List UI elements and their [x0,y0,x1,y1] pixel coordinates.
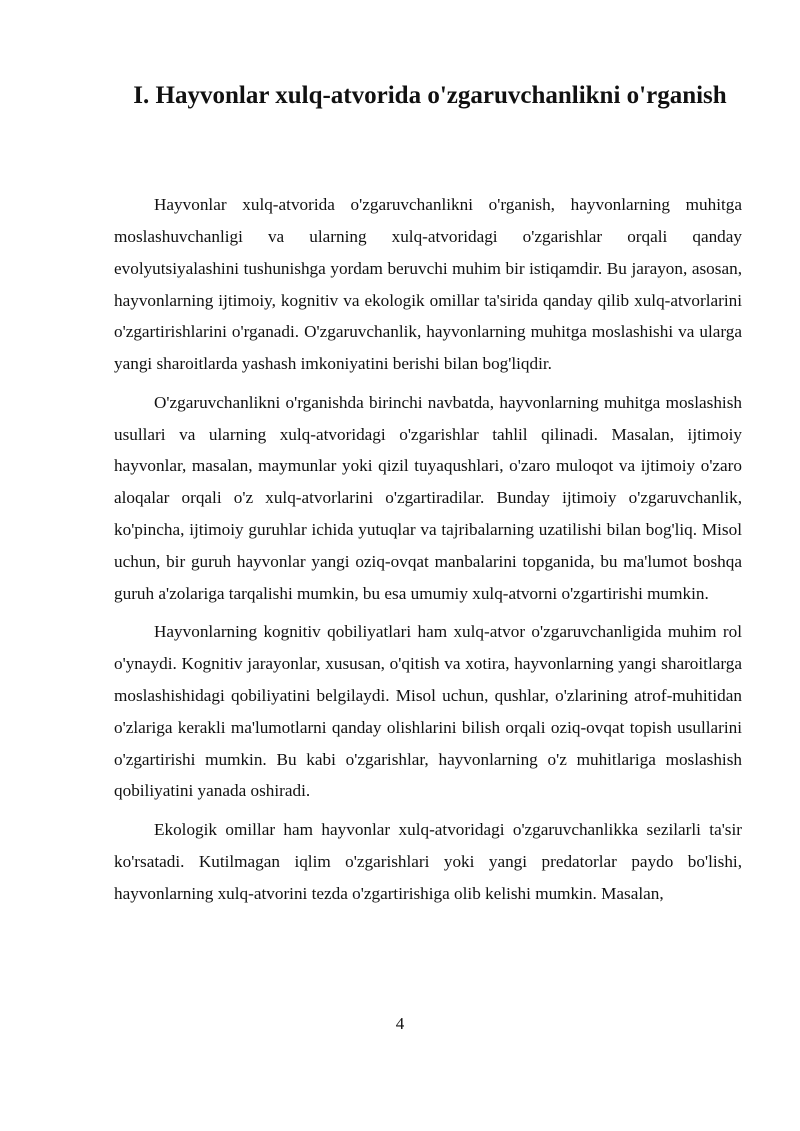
paragraph-1: Hayvonlar xulq-atvorida o'zgaruvchanlikni o'rganish, hayvonlarning muhitga moslashuvchanligi va ularning xulq-atvoridagi o'zgarishlar orqali qanday evolyutsiyalashini tushunishga yordam beruvchi muhim bir istiqamdir. Bu jarayon, asosan, hayvonlarning ijtimoiy, kognitiv va ekologik omillar ta'sirida qanday qilib xulq-atvorlarini o'zgartirishlarini o'rganadi. O'zgaruvchanlik, hayvonlarning muhitga moslashishi va ularga yangi sharoitlarda yashash imkoniyatini berishi bilan bog'liqdir. [114,195,742,374]
body-text [114,189,742,916]
paragraph-2: O'zgaruvchanlikni o'rganishda birinchi navbatda, hayvonlarning muhitga moslashish usullari va ularning xulq-atvoridagi o'zgarishlar tahlil qilinadi. Masalan, ijtimoiy hayvonlar, masalan, maymunlar yoki qizil tuyaqushlari, o'zaro muloqot va ijtimoiy o'zaro aloqalar orqali o'z xulq-atvorlarini o'zgartiradilar. Bunday ijtimoiy o'zgaruvchanlik, ko'pincha, ijtimoiy guruhlar ichida yutuqlar va tajribalarning uzatilishi bilan bog'liq. Misol uchun, bir guruh hayvonlar yangi oziq-ovqat manbalarini topganida, bu ma'lumot boshqa guruh a'zolariga tarqalishi mumkin, bu esa umumiy xulq-atvorni o'zgartirishi mumkin. [114,392,742,603]
page-number: 4 [395,1014,405,1033]
page-title: I. Hayvonlar xulq-atvorida o'zgaruvchanlikni o'rganish [133,82,727,109]
paragraph-3: Hayvonlarning kognitiv qobiliyatlari ham xulq-atvor o'zgaruvchanligida muhim rol o'ynaydi. Kognitiv jarayonlar, xususan, o'qitish va xotira, hayvonlarning yangi sharoitlarga moslashishidagi qobiliyatini belgilaydi. Misol uchun, qushlar, o'zlarining atrof-muhitidan o'zlariga kerakli ma'lumotlarni qanday olishlarini bilish orqali oziq-ovqat topish usullarini o'zgartirishi mumkin. Bu kabi o'zgarishlar, hayvonlarning o'z muhitlariga moslashish qobiliyatini yanada oshiradi. [114,622,742,801]
paragraph-4: Ekologik omillar ham hayvonlar xulq-atvoridagi o'zgaruvchanlikka sezilarli ta'sir ko'rsatadi. Kutilmagan iqlim o'zgarishlari yoki yangi predatorlar paydo bo'lishi, hayvonlarning xulq-atvorini tezda o'zgartirishiga olib kelishi mumkin. Masalan, [114,819,742,903]
